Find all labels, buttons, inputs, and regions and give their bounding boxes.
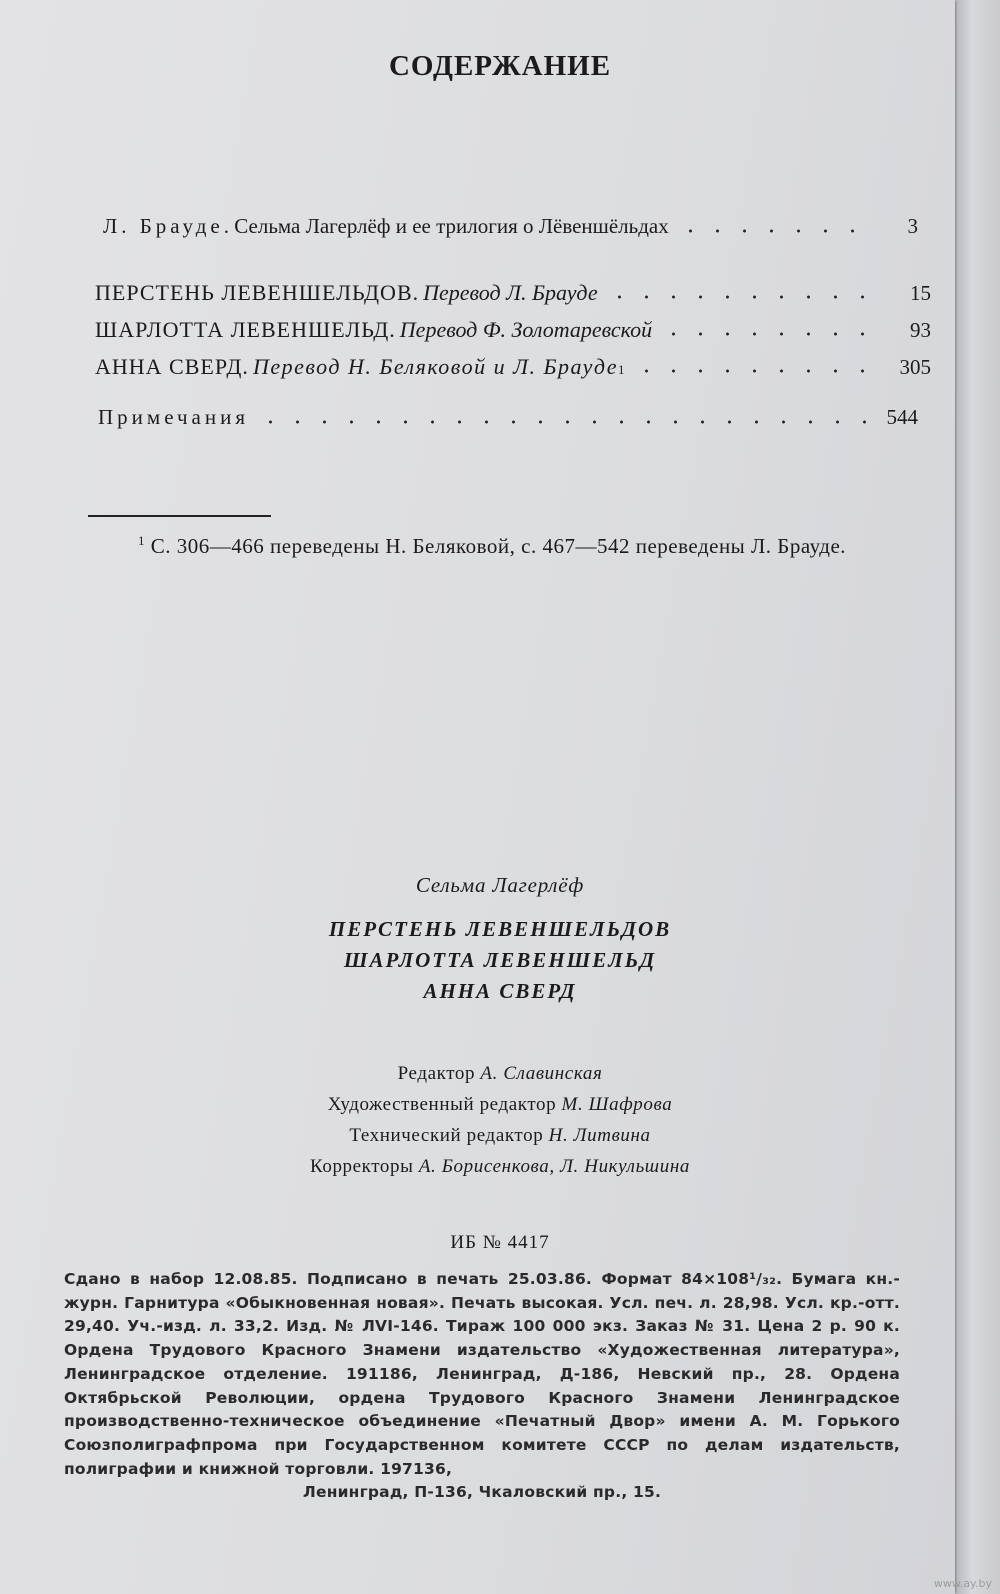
toc-entry-2 [95, 317, 931, 351]
toc-intro-title: . Сельма Лагерлёф и ее трилогия о Лёвеншёльдах [223, 214, 669, 238]
credits [0, 1058, 1000, 1182]
toc-page-number: 3 [907, 214, 918, 238]
toc-leader [606, 295, 883, 299]
credit-line [0, 1120, 1000, 1151]
credit-name: М. Шафрова [561, 1094, 673, 1115]
imprint [64, 1268, 900, 1505]
credit-name: Н. Литвина [548, 1125, 651, 1146]
footnote-text: С. 306—466 переведены Н. Беляковой, с. 467—542 переведены Л. Брауде. [150, 534, 847, 558]
toc-title: АННА СВЕРД. [95, 354, 249, 379]
toc-page-number: 15 [910, 281, 931, 305]
toc-title: ШАРЛОТТА ЛЕВЕНШЕЛЬД. [95, 317, 396, 342]
toc-translator: Перевод Л. Брауде [423, 280, 598, 305]
credit-name: А. Славинская [480, 1063, 603, 1084]
toc-translator: Перевод Ф. Золотаревской [399, 317, 653, 342]
credit-role: Художественный редактор [327, 1094, 557, 1115]
book-author: Сельма Лагерлёф [415, 873, 585, 897]
page-edge [957, 0, 1000, 1594]
toc-page-number: 93 [910, 318, 931, 342]
toc-entry-intro [103, 214, 918, 248]
toc-entry-notes [98, 405, 918, 439]
footnote-mark: 1 [138, 533, 145, 548]
toc-translator: Перевод Н. Беляковой и Л. Брауде [252, 354, 619, 379]
book-title-2: ШАРЛОТТА ЛЕВЕНШЕЛЬД [343, 948, 657, 972]
imprint-text: Сдано в набор 12.08.85. Подписано в печать 25.03.86. Формат 84×108¹/₃₂. Бумага кн.-журн. Гарнитура «Обыкновенная новая». Печать высокая. Усл. печ. л. 28,98. Усл. кр.-отт. 29,40. Уч.-изд. л. 33,2. Изд. № ЛVI-146. Тираж 100 000 экз. Заказ № 31. Цена 2 р. 90 к. Ордена Трудового Красного Знамени издательство «Художественная литература», Ленинградское отделение. 191186, Ленинград, Д-186, Невский пр., 28. Ордена Октябрьской Революции, ордена Трудового Красного Знамени Ленинградское производственно-техническое объединение «Печатный Двор» имени А. М. Горького Союзполиграфпрома при Государственном комитете СССР по делам издательств, полиграфии и книжной торговли. 197136, [64, 1270, 900, 1478]
footnote [88, 521, 918, 566]
toc-leader [677, 229, 870, 233]
credit-role: Редактор [397, 1063, 476, 1084]
toc-entry-1 [95, 280, 931, 314]
toc-leader [660, 332, 883, 336]
toc-intro-author: Л. Брауде [103, 214, 224, 238]
credit-role: Корректоры [310, 1156, 414, 1177]
toc-leader [633, 369, 883, 373]
book-title-3: АННА СВЕРД [423, 979, 577, 1003]
toc-page-number: 305 [899, 355, 931, 379]
credit-line [0, 1089, 1000, 1120]
toc-title: Примечания [98, 405, 250, 429]
watermark: www.ay.by [933, 1577, 992, 1590]
toc-title: ПЕРСТЕНЬ ЛЕВЕНШЕЛЬДОВ. [95, 280, 420, 305]
credit-line [0, 1058, 1000, 1089]
toc-entry-3 [95, 354, 931, 388]
footnote-mark: 1 [618, 362, 625, 377]
toc-leader [257, 420, 870, 424]
credit-role: Технический редактор [349, 1125, 544, 1146]
credit-line [0, 1151, 1000, 1182]
toc-page-number: 544 [886, 405, 918, 429]
footnote-rule [88, 515, 271, 517]
ib-number: ИБ № 4417 [450, 1232, 550, 1253]
page-title: СОДЕРЖАНИЕ [388, 50, 612, 82]
credit-name: А. Борисенкова, Л. Никульшина [418, 1156, 690, 1177]
imprint-last-line: Ленинград, П-136, Чкаловский пр., 15. [302, 1483, 662, 1502]
book-title-1: ПЕРСТЕНЬ ЛЕВЕНШЕЛЬДОВ [328, 917, 672, 941]
